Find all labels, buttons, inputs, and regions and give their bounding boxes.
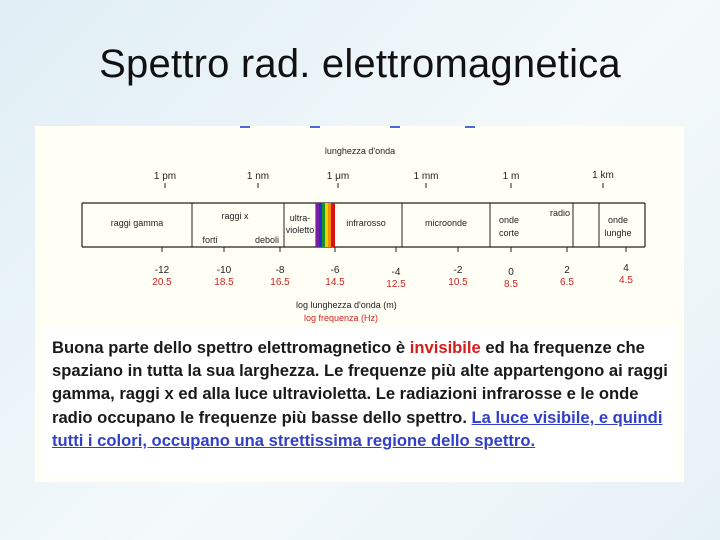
band-label-xray-hard: forti	[202, 235, 218, 245]
log-wavelength-value: 4	[623, 263, 629, 274]
log-frequency-value: 8.5	[504, 279, 518, 290]
band-label-shortwave-2: corte	[498, 228, 520, 238]
wavelength-label-1um: 1 μm	[326, 171, 350, 182]
log-wavelength-value: -8	[275, 265, 285, 276]
log-wavelength-value: -2	[453, 265, 463, 276]
spectrum-diagram	[35, 126, 684, 336]
visible-light-band	[316, 203, 335, 247]
log-frequency-value: 20.5	[152, 277, 172, 288]
legend-frequency: log frequenza (Hz)	[304, 313, 379, 323]
band-label-xray-soft: deboli	[254, 235, 280, 245]
wavelength-label-1nm: 1 nm	[246, 171, 270, 182]
log-wavelength-value: -6	[330, 265, 340, 276]
paragraph-part1: Buona parte dello spettro elettromagnetico è	[52, 338, 410, 357]
wavelength-label-1mm: 1 mm	[413, 171, 439, 182]
log-frequency-value: 14.5	[325, 277, 345, 288]
band-label-shortwave-1: onde	[498, 215, 520, 225]
log-frequency-value: 10.5	[448, 277, 468, 288]
visible-light-link[interactable]: La luce visibile, e quindi tutti i colori, occupano una strettissima regione dello spettro.	[52, 407, 663, 450]
log-frequency-value: 18.5	[214, 277, 234, 288]
wavelength-label-1pm: 1 pm	[153, 171, 177, 182]
body-paragraph	[52, 336, 672, 452]
log-frequency-value: 6.5	[560, 277, 574, 288]
wavelength-label-1m: 1 m	[502, 171, 520, 182]
invisible-highlight: invisibile	[409, 338, 481, 357]
band-label-longwave-1: onde	[607, 215, 629, 225]
wavelength-label-1km: 1 km	[592, 170, 614, 181]
log-frequency-value: 16.5	[270, 277, 290, 288]
band-label-microwave: microonde	[424, 218, 468, 228]
log-frequency-value: 4.5	[619, 275, 633, 286]
band-label-uv-1: ultra-	[289, 213, 311, 223]
log-frequency-value: 12.5	[386, 279, 406, 290]
log-wavelength-value: 0	[508, 267, 514, 278]
band-label-radio: radio	[549, 208, 571, 218]
log-wavelength-value: -10	[216, 265, 232, 276]
band-label-xray: raggi x	[221, 211, 249, 221]
band-label-infrared: infrarosso	[346, 218, 386, 228]
log-wavelength-value: 2	[564, 265, 570, 276]
log-wavelength-value: -12	[154, 265, 170, 276]
band-label-uv-2: violetto	[285, 225, 315, 235]
band-label-gamma: raggi gamma	[110, 218, 164, 228]
legend-wavelength: log lunghezza d'onda (m)	[296, 300, 397, 310]
paragraph-part2: ed ha frequenze che spaziano in tutta la sua larghezza. Le frequenze più alte appartengono ai raggi gamma, raggi x ed alla luce ultravioletta. Le radiazioni infrarosse e le onde radio occupano le frequenze più basse dello spettro.	[52, 338, 668, 427]
band-label-longwave-2: lunghe	[604, 228, 632, 238]
log-wavelength-value: -4	[391, 267, 401, 278]
axis-title: lunghezza d'onda	[324, 146, 396, 156]
slide-title: Spettro rad. elettromagnetica	[99, 42, 621, 86]
